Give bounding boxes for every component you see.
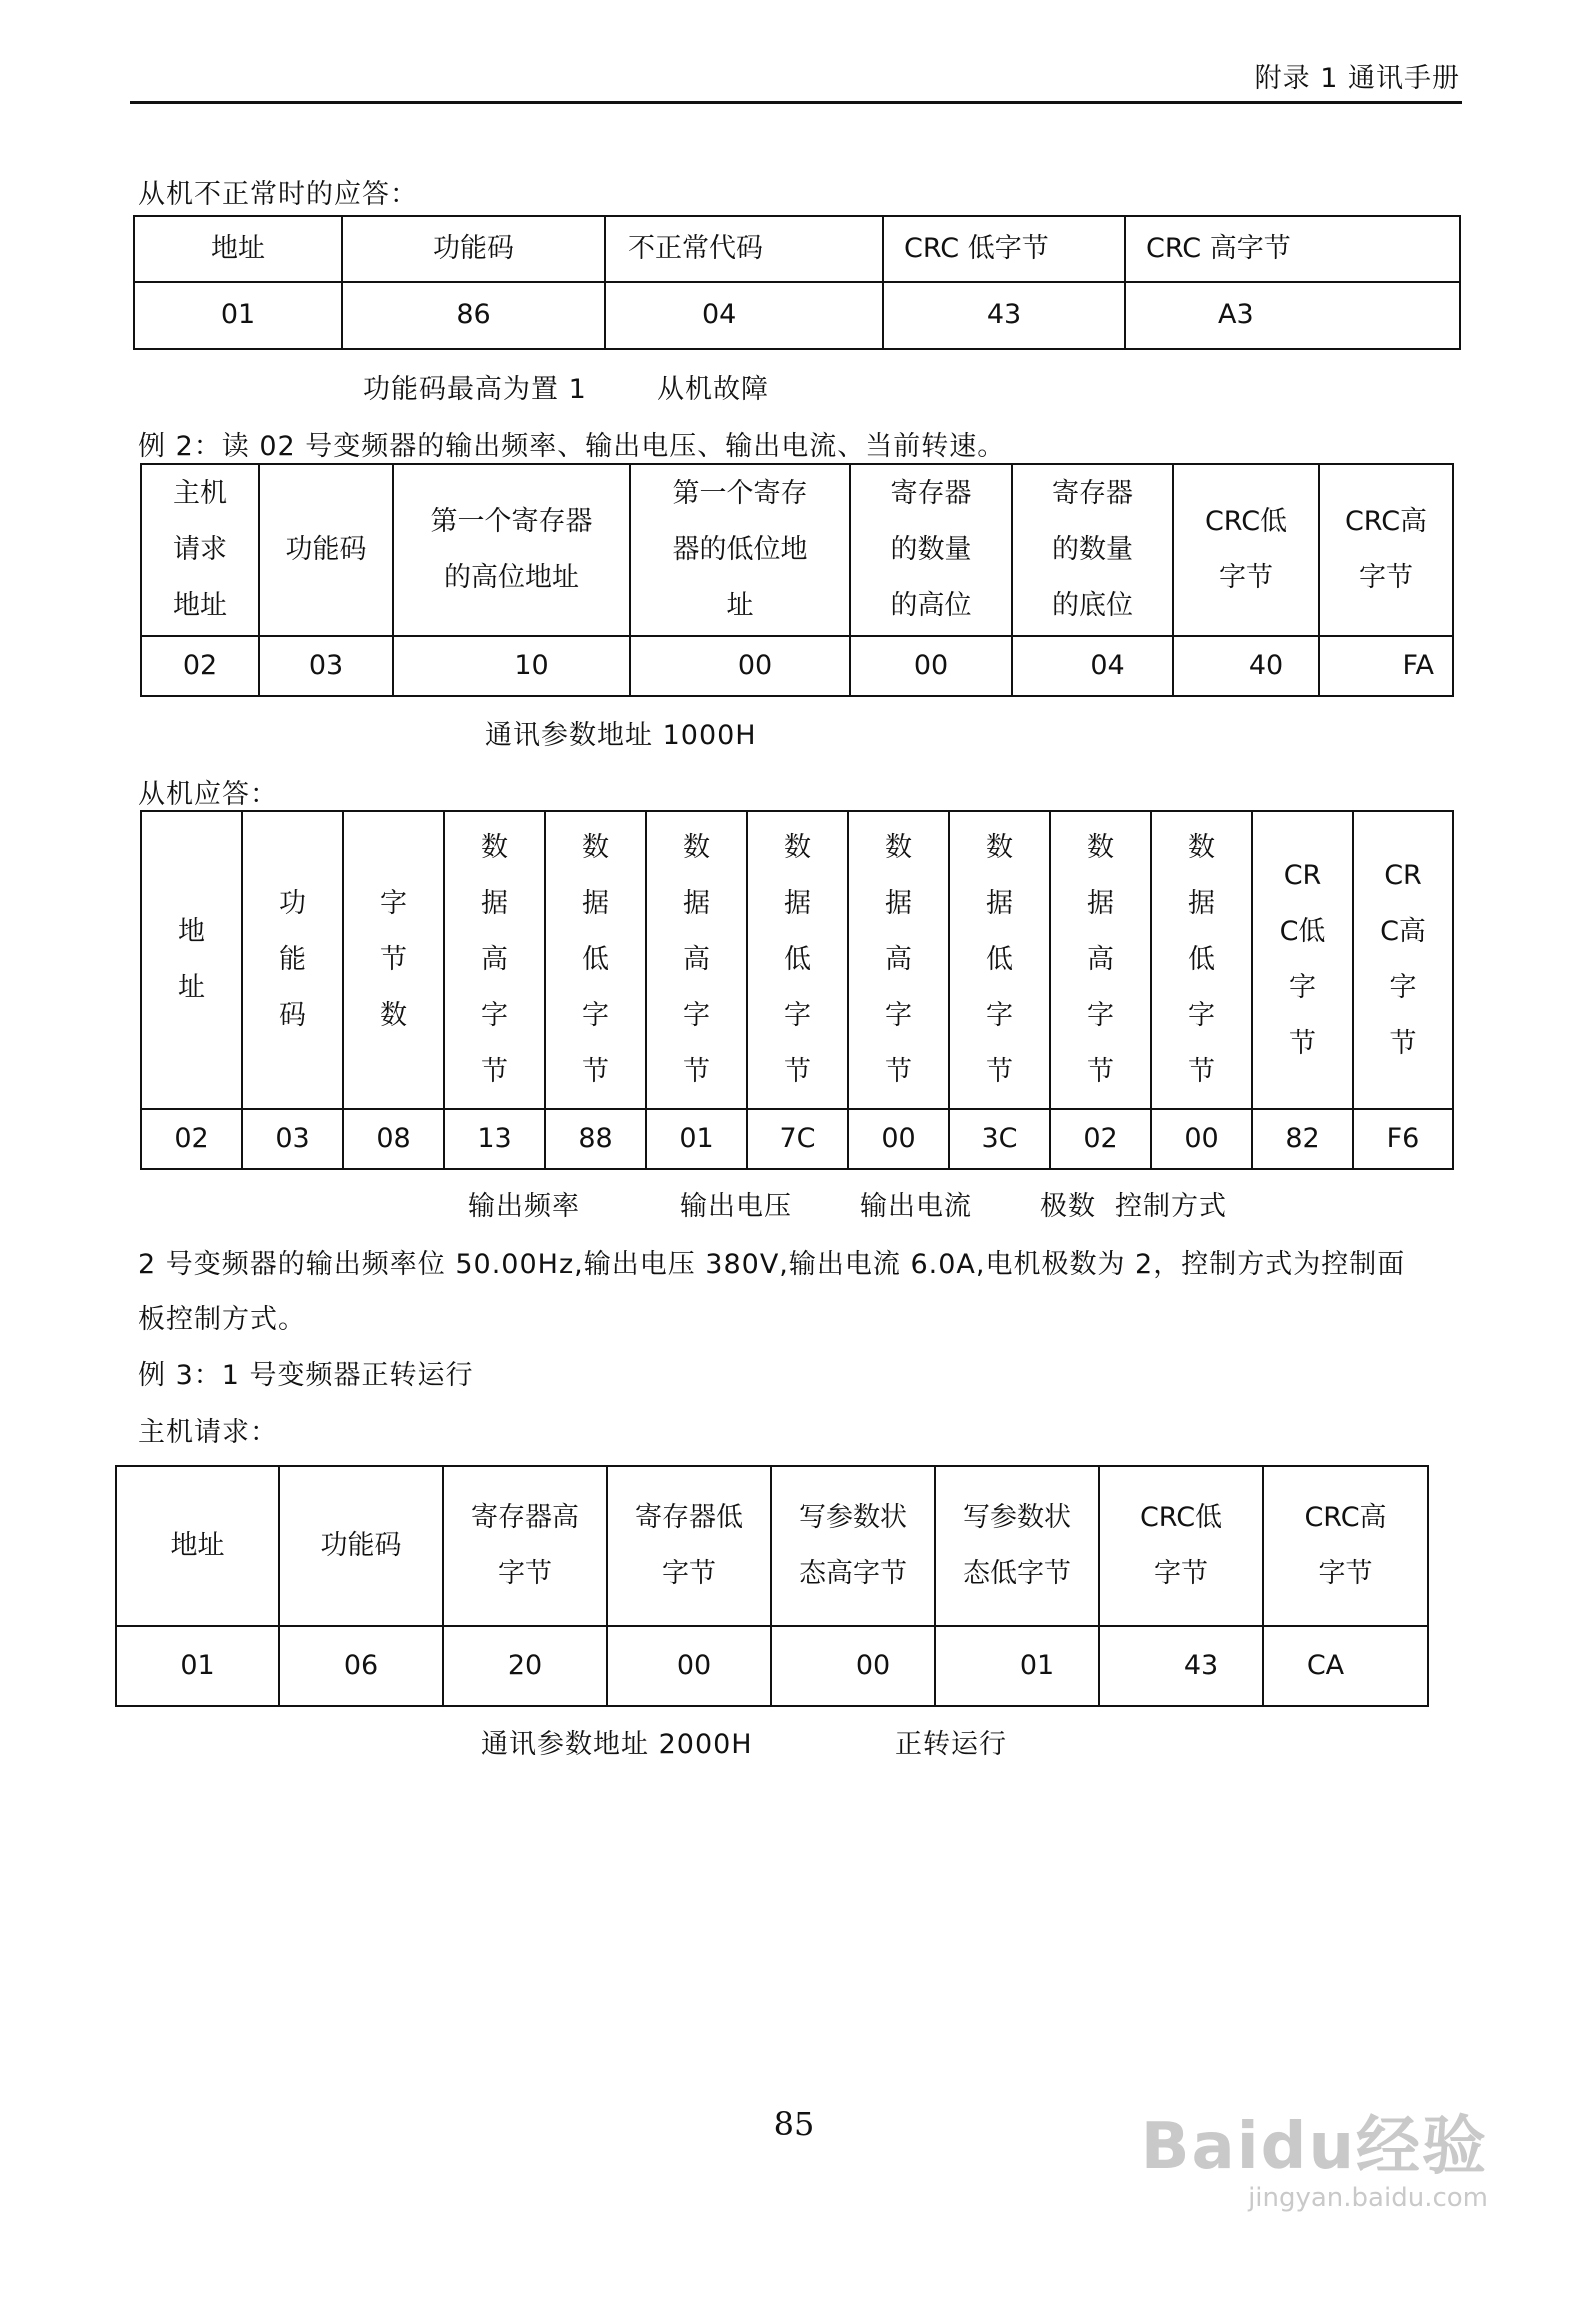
value-cell: 01 [134, 282, 342, 349]
header-cell: 数据高字节 [1050, 811, 1151, 1109]
value-cell: 88 [545, 1109, 646, 1169]
header-cell: 功能码 [242, 811, 343, 1109]
example3-note-1: 通讯参数地址 2000H [481, 1729, 753, 1760]
header-cell: 不正常代码 [605, 216, 883, 282]
section1-note-1: 功能码最高为置 1 [363, 374, 587, 405]
header-cell: CRC低字节 [1173, 464, 1319, 636]
value-cell: 03 [242, 1109, 343, 1169]
header-cell: CRC高字节 [1353, 811, 1453, 1109]
header-cell: 数据高字节 [646, 811, 747, 1109]
header-cell: 数据高字节 [444, 811, 545, 1109]
value-cell: 00 [630, 636, 850, 696]
header-cell: 主机请求地址 [141, 464, 259, 636]
value-cell: F6 [1353, 1109, 1453, 1169]
value-cell: 06 [279, 1626, 443, 1706]
header-cell: 寄存器高字节 [443, 1466, 607, 1626]
value-cell: 02 [1050, 1109, 1151, 1169]
example3-request-label: 主机请求： [138, 1417, 278, 1448]
value-cell: 00 [771, 1626, 935, 1706]
value-cell: 01 [935, 1626, 1099, 1706]
header-cell: 第一个寄存器的高位地址 [393, 464, 630, 636]
header-cell: 地址 [116, 1466, 279, 1626]
header-cell: 数据低字节 [1151, 811, 1252, 1109]
header-cell: CRC 低字节 [883, 216, 1125, 282]
page-number: 85 [773, 2105, 815, 2143]
header-cell: 寄存器低字节 [607, 1466, 771, 1626]
example3-note-2: 正转运行 [895, 1729, 1007, 1760]
value-cell: 01 [646, 1109, 747, 1169]
value-cell: 00 [607, 1626, 771, 1706]
value-cell: 08 [343, 1109, 444, 1169]
value-cell: 04 [605, 282, 883, 349]
section1-note-2: 从机故障 [657, 374, 769, 405]
header-cell: 数据低字节 [747, 811, 848, 1109]
header-cell: 功能码 [279, 1466, 443, 1626]
value-cell: 86 [342, 282, 605, 349]
response-note-poles: 极数 [1040, 1191, 1096, 1222]
header-cell: 数据低字节 [949, 811, 1050, 1109]
header-cell: 功能码 [259, 464, 393, 636]
value-cell: 03 [259, 636, 393, 696]
header-cell: 第一个寄存器的低位地址 [630, 464, 850, 636]
header-cell: CRC高字节 [1319, 464, 1453, 636]
value-cell: 43 [1099, 1626, 1263, 1706]
example2-response-label: 从机应答： [138, 779, 278, 810]
value-cell: 13 [444, 1109, 545, 1169]
value-cell: 00 [850, 636, 1012, 696]
header-cell: 寄存器的数量的底位 [1012, 464, 1173, 636]
header-cell: CRC低字节 [1099, 1466, 1263, 1626]
header-cell: 数据高字节 [848, 811, 949, 1109]
value-cell: 7C [747, 1109, 848, 1169]
header-cell: 数据低字节 [545, 811, 646, 1109]
example3-title: 例 3：1 号变频器正转运行 [138, 1360, 474, 1391]
value-cell: 01 [116, 1626, 279, 1706]
header-cell: 地址 [141, 811, 242, 1109]
value-cell: 02 [141, 1109, 242, 1169]
header-cell: CRC低字节 [1252, 811, 1353, 1109]
response-note-frequency: 输出频率 [468, 1191, 580, 1222]
value-cell: 82 [1252, 1109, 1353, 1169]
example2-summary-line2: 板控制方式。 [138, 1304, 306, 1335]
example3-request-table [115, 1465, 1429, 1707]
response-note-current: 输出电流 [860, 1191, 972, 1222]
example2-summary-line1: 2 号变频器的输出频率位 50.00Hz,输出电压 380V,输出电流 6.0A,电机极数为 2，控制方式为控制面 [138, 1249, 1406, 1280]
value-cell: 00 [1151, 1109, 1252, 1169]
header-cell: 写参数状态低字节 [935, 1466, 1099, 1626]
abnormal-response-table [133, 215, 1461, 350]
value-cell: 3C [949, 1109, 1050, 1169]
header-cell: 字节数 [343, 811, 444, 1109]
header-title: 附录 1 通讯手册 [1254, 63, 1460, 94]
value-cell: 20 [443, 1626, 607, 1706]
value-cell: 40 [1173, 636, 1319, 696]
example2-request-table [140, 463, 1454, 697]
value-cell: 00 [848, 1109, 949, 1169]
response-note-voltage: 输出电压 [680, 1191, 792, 1222]
watermark [1141, 2095, 1488, 2213]
value-cell: 04 [1012, 636, 1173, 696]
response-note-control-mode: 控制方式 [1115, 1191, 1227, 1222]
header-cell: 写参数状态高字节 [771, 1466, 935, 1626]
header-cell: 功能码 [342, 216, 605, 282]
value-cell: 10 [393, 636, 630, 696]
header-cell: 地址 [134, 216, 342, 282]
watermark-brand: Baidu经验 [1140, 2110, 1488, 2184]
header-rule [130, 101, 1462, 104]
value-cell: A3 [1125, 282, 1460, 349]
watermark-url: jingyan.baidu.com [1248, 2183, 1488, 2213]
value-cell: 43 [883, 282, 1125, 349]
header-cell: 寄存器的数量的高位 [850, 464, 1012, 636]
header-cell: CRC 高字节 [1125, 216, 1460, 282]
example2-request-note: 通讯参数地址 1000H [485, 720, 757, 751]
example2-title: 例 2：读 02 号变频器的输出频率、输出电压、输出电流、当前转速。 [138, 431, 1006, 462]
value-cell: CA [1263, 1626, 1428, 1706]
section1-label: 从机不正常时的应答： [138, 179, 418, 210]
value-cell: FA [1319, 636, 1453, 696]
value-cell: 02 [141, 636, 259, 696]
header-cell: CRC高字节 [1263, 1466, 1428, 1626]
example2-response-table [140, 810, 1454, 1170]
